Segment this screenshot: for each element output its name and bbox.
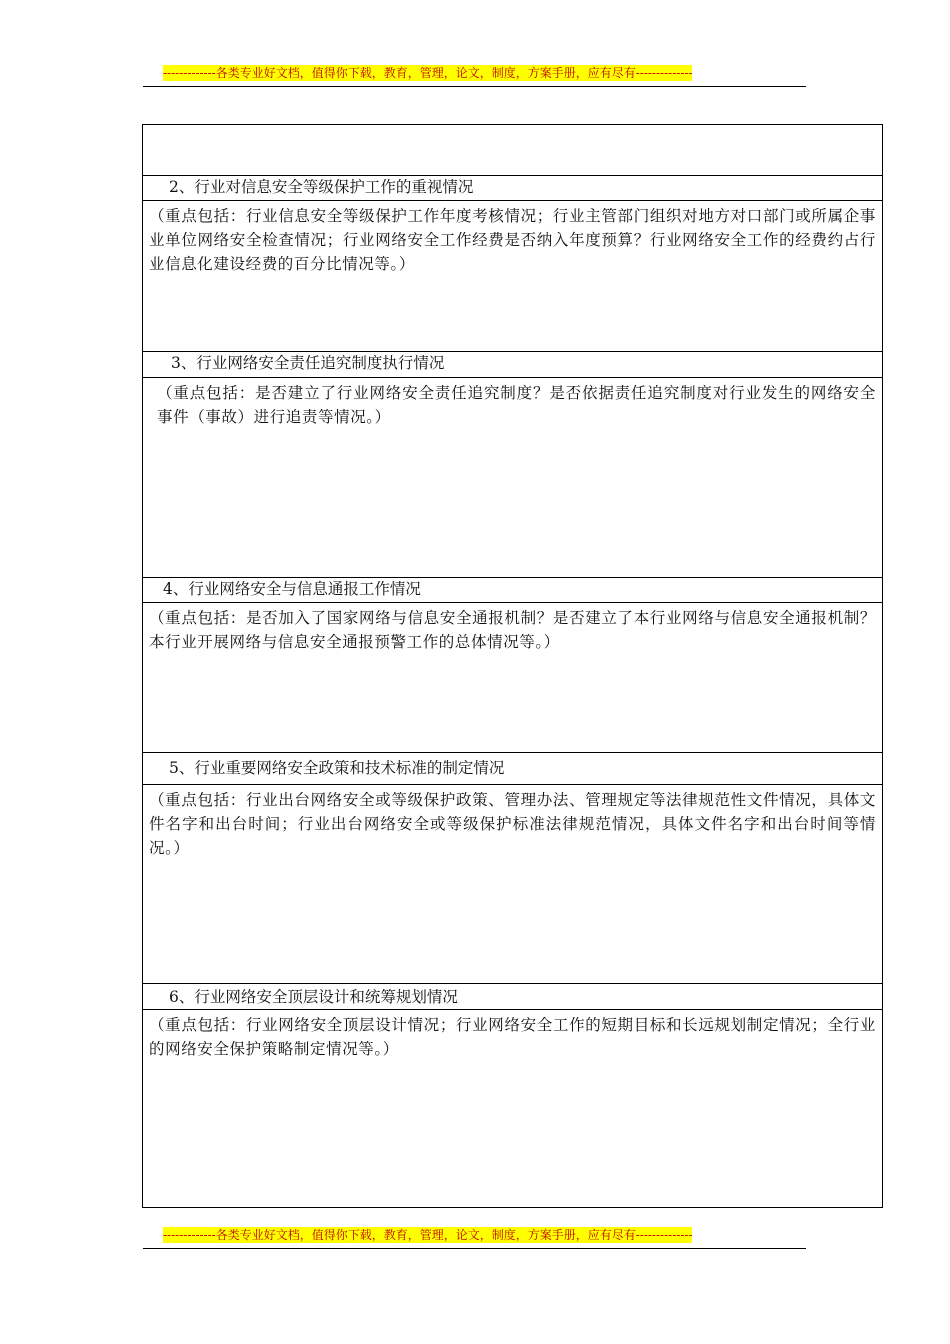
section-3-heading: 3、行业网络安全责任追究制度执行情况 [143,351,882,377]
section-4-answer-cell [143,602,882,752]
report-form-table [142,124,883,1208]
section-6-heading: 6、行业网络安全顶层设计和统筹规划情况 [143,983,882,1009]
header-banner-text: -------------各类专业好文档，值得你下载，教育，管理，论文，制度，方案手册，应有尽有-------------- [163,66,693,80]
section-5-answer-cell [143,784,882,983]
header-banner [143,60,806,87]
section-2-heading: 2、行业对信息安全等级保护工作的重视情况 [143,175,882,200]
section-2-note: （重点包括：行业信息安全等级保护工作年度考核情况；行业主管部门组织对地方对口部门或所属企事业单位网络安全检查情况；行业网络安全工作经费是否纳入年度预算？行业网络安全工作的经费约占行业信息化建设经费的百分比情况等。） [149,207,876,273]
footer-banner-text: -------------各类专业好文档，值得你下载，教育，管理，论文，制度，方案手册，应有尽有-------------- [163,1228,693,1242]
section-6-answer-cell [143,1009,882,1206]
section-4-heading: 4、行业网络安全与信息通报工作情况 [143,577,882,602]
section-5-note: （重点包括：行业出台网络安全或等级保护政策、管理办法、管理规定等法律规范性文件情况，具体文件名字和出台时间；行业出台网络安全或等级保护标准法律规范情况，具体文件名字和出台时间等情况。） [149,791,876,857]
section-5-heading: 5、行业重要网络安全政策和技术标准的制定情况 [143,752,882,784]
section-4-note: （重点包括：是否加入了国家网络与信息安全通报机制？是否建立了本行业网络与信息安全通报机制？本行业开展网络与信息安全通报预警工作的总体情况等。） [149,609,876,651]
section-2-answer-cell [143,200,882,351]
footer-banner [143,1222,806,1249]
section-6-note: （重点包括：行业网络安全顶层设计情况；行业网络安全工作的短期目标和长远规划制定情况；全行业的网络安全保护策略制定情况等。） [149,1016,876,1058]
section-3-answer-cell [143,377,882,577]
section-3-note: （重点包括：是否建立了行业网络安全责任追究制度？是否依据责任追究制度对行业发生的网络安全事件（事故）进行追责等情况。） [157,384,876,426]
empty-answer-cell [143,125,882,175]
